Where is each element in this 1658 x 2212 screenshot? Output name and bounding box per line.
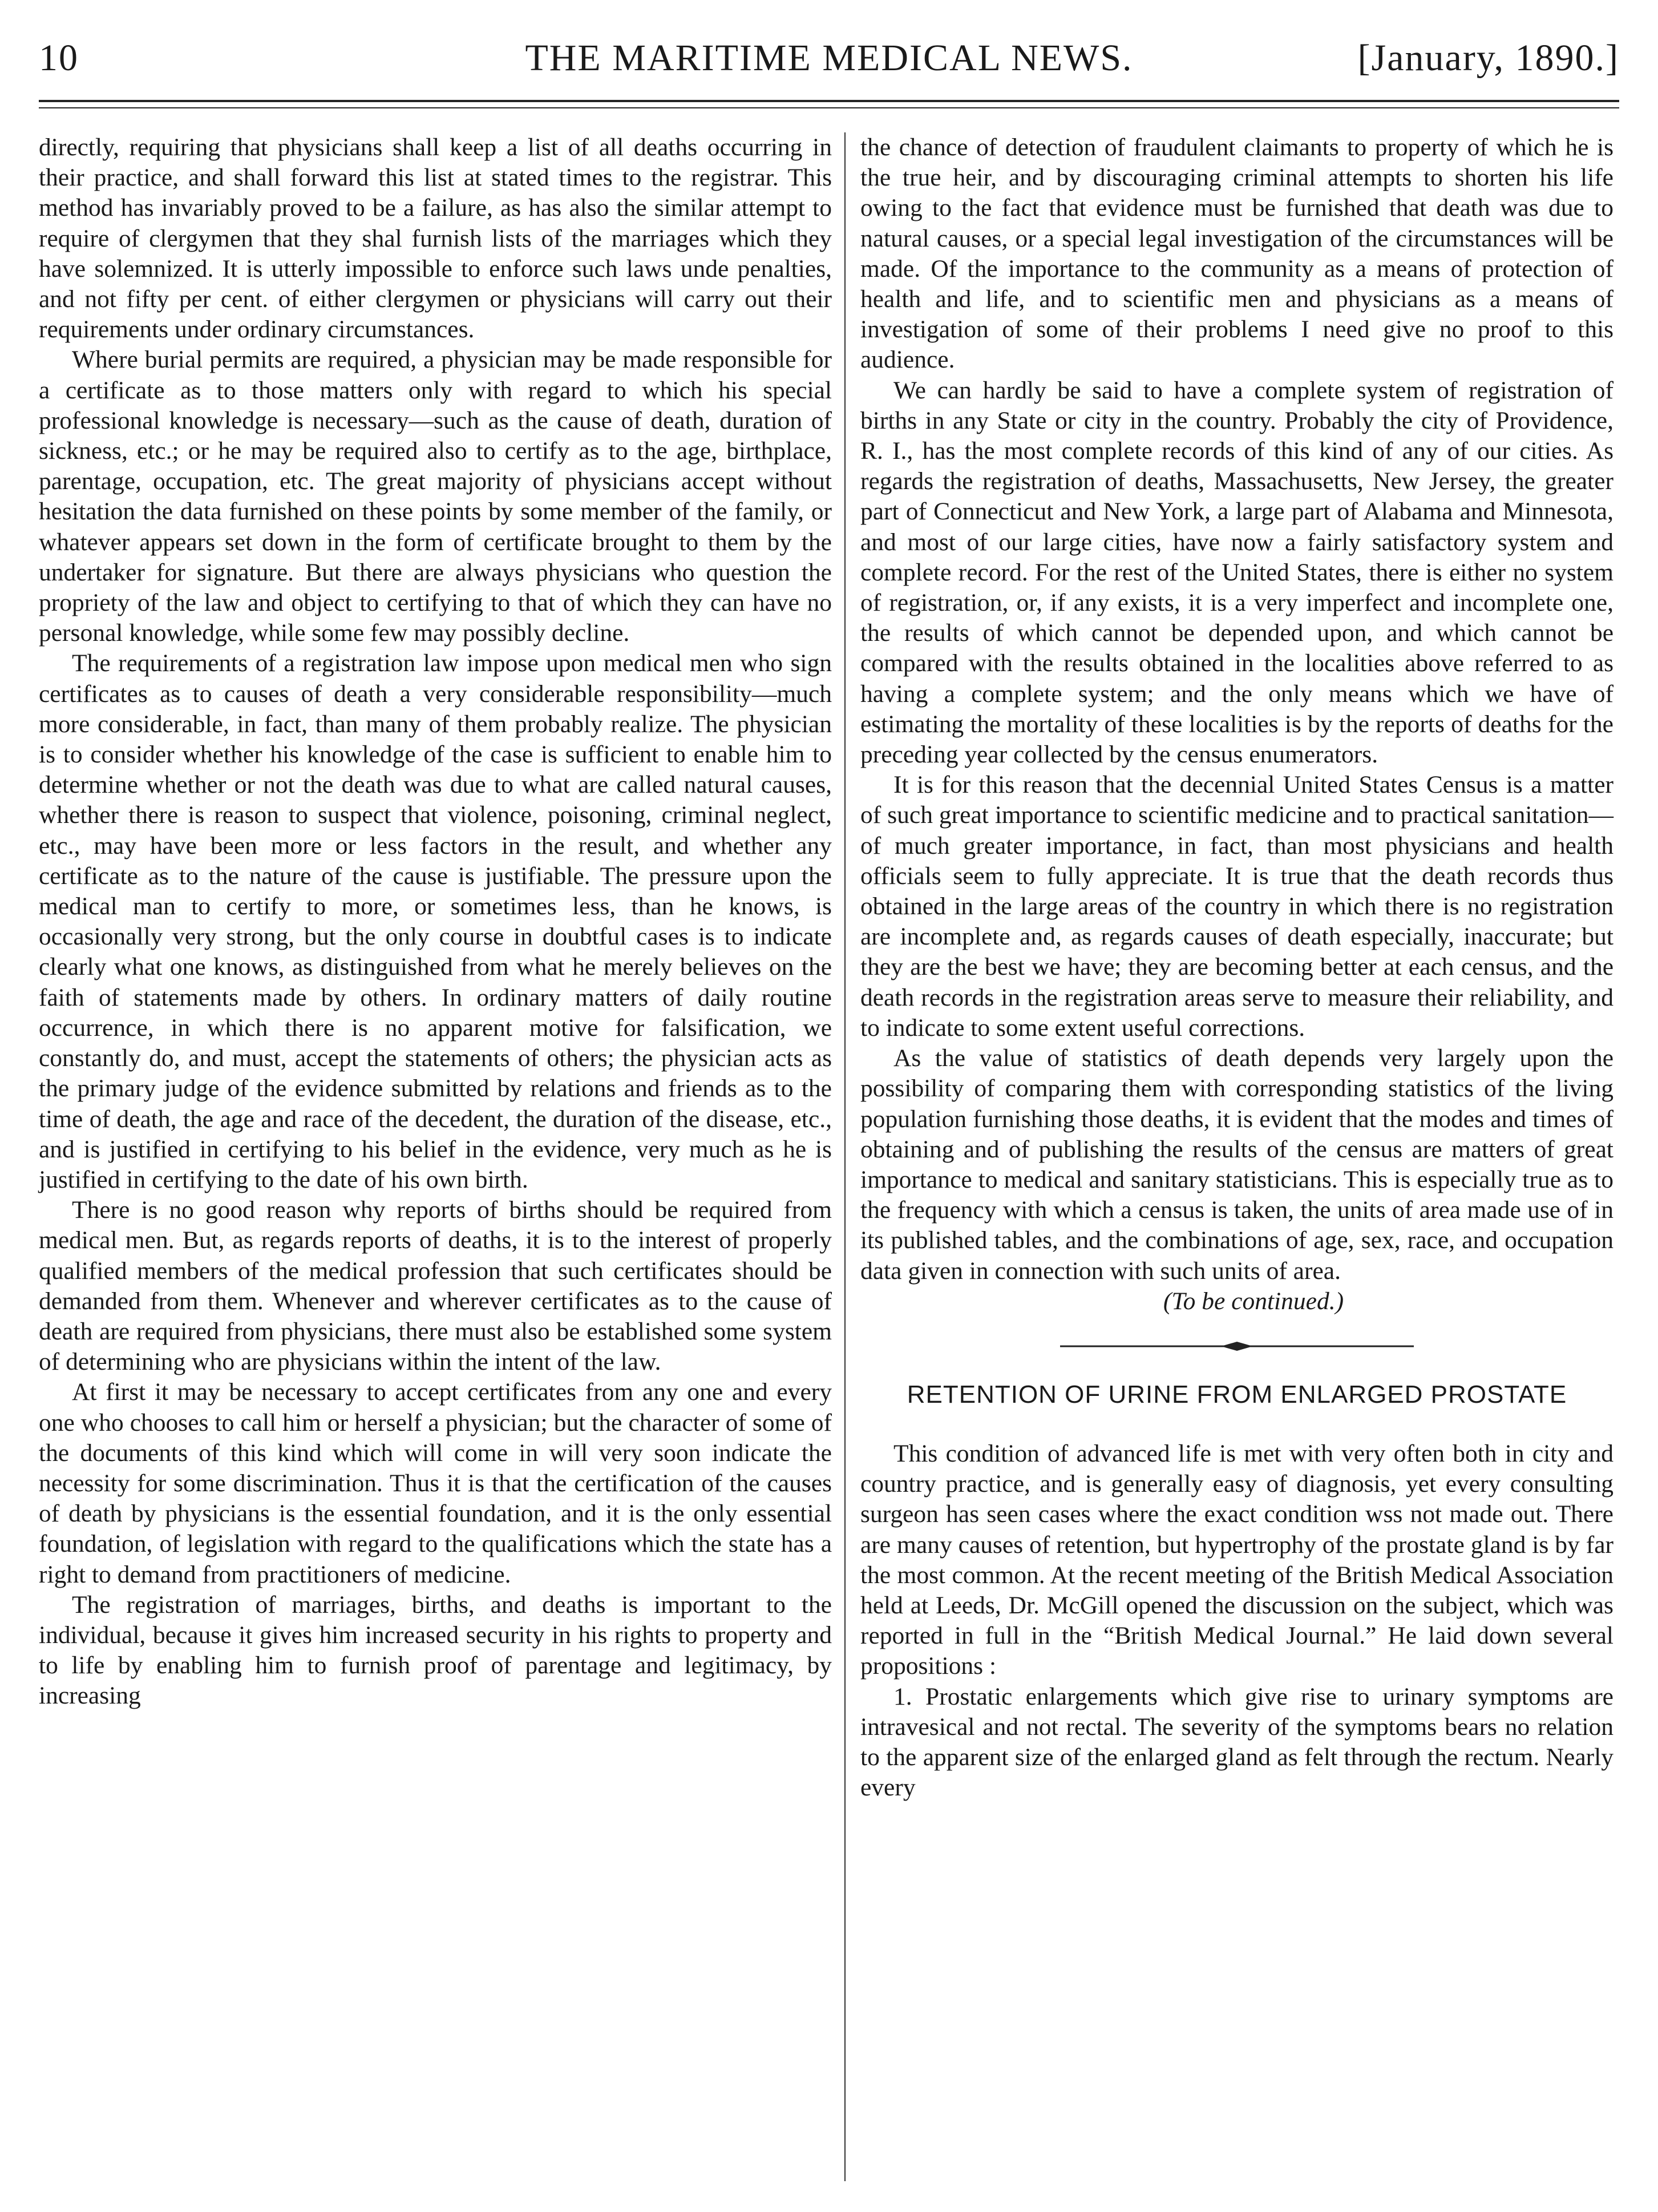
column-divider <box>844 132 846 2181</box>
paragraph: The requirements of a registration law impose upon medical men who sign certificates as to causes of death a very considerable responsibility—much more considerable, in fact, than many of them probably realize. The physician is to consider whether his knowledge of the case is sufficient to enable him to determine whether or not the death was due to what are called natural causes, whether there is reason to suspect that violence, poisoning, criminal neglect, etc., may have been more or less factors in the result, and whether any certificate as to the nature of the cause is justifiable. The pressure upon the medical man to certify to more, or sometimes less, than he knows, is occasionally very strong, but the only course in doubtful cases is to indicate clearly what one knows, as distinguished from what he merely believes on the faith of statements made by others. In ordinary matters of daily routine occurrence, in which there is no apparent motive for falsification, we constantly do, and must, accept the statements of others; the physician acts as the primary judge of the evidence submitted by relations and friends as to the time of death, the age and race of the decedent, the duration of the disease, etc., and is justified in certifying to his belief in the evidence, very much as he is justified in certifying to the date of his own birth. <box>39 649 832 1193</box>
left-column <box>39 132 832 1712</box>
right-column <box>860 132 1613 1803</box>
paragraph: As the value of statistics of death depends very largely upon the possibility of comparing them with corresponding statistics of the living population furnishing those deaths, it is evident that the modes and times of obtaining and of publishing the results of the census are matters of great importance to medical and sanitary statisticians. This is especially true as to the frequency with which a census is taken, the units of area made use of in its published tables, and the combinations of age, sex, race, and occupation data given in connection with such units of area. <box>860 1044 1613 1285</box>
paragraph: the chance of detection of fraudulent claimants to property of which he is the true heir, and by discouraging criminal attempts to shorten his life owing to the fact that evidence must be furnished that death was due to natural causes, or a special legal investigation of the circumstances will be made. Of the importance to the community as a means of protection of health and life, and to scientific men and physicians as a means of investigation of some of their problems I need give no proof to this audience. <box>860 134 1613 374</box>
section-ornament <box>1060 1339 1414 1353</box>
issue-date: [January, 1890.] <box>1357 37 1619 79</box>
paragraph: We can hardly be said to have a complete system of registration of births in any State or city in the country. Probably the city of Providence, R. I., has the most complete records of this kind of any of our cities. As regards the registration of deaths, Massachusetts, New Jersey, the greater part of Connecticut and New York, a large part of Alabama and Minnesota, and most of our large cities, have now a fairly satisfactory system and complete record. For the rest of the United States, there is either no system of registration, or, if any exists, it is a very imperfect and incomplete one, the results of which cannot be depended upon, and which cannot be compared with the results obtained in the localities above referred to as having a complete system; and the only means which we have of estimating the mortality of these localities is by the reports of deaths for the preceding year collected by the census enumerators. <box>860 376 1613 769</box>
page-header <box>39 29 1619 80</box>
section-title: RETENTION OF URINE FROM ENLARGED PROSTATE <box>907 1380 1567 1408</box>
paragraph: There is no good reason why reports of births should be required from medical men. But, as regards reports of deaths, it is to the interest of properly qualified members of the medical profession that such certificates should be demanded from them. Whenever and wherever certificates as to the cause of death are required from physicians, there must also be established some system of determining who are physicians within the intent of the law. <box>39 1196 832 1376</box>
journal-title: THE MARITIME MEDICAL NEWS. <box>525 37 1133 79</box>
paragraph: Where burial permits are required, a physician may be made responsible for a certificate as to those matters only with regard to which his special professional knowledge is necessary—such as the cause of death, duration of sickness, etc.; or he may be required also to certify as to the age, birthplace, parentage, occupation, etc. The great majority of physicians accept without hesitation the data furnished on these points by some member of the family, or whatever appears set down in the form of certificate brought to them by the undertaker for signature. But there are always physicians who question the propriety of the law and object to certifying to that of which they can have no personal knowledge, while some few may possibly decline. <box>39 346 832 647</box>
paragraph: At first it may be necessary to accept certificates from any one and every one who chooses to call him or herself a physician; but the character of some of the documents of this kind which will come in will very soon indicate the necessity for some discrimination. Thus it is that the certification of the causes of death by physicians is the essential foundation, and it is the only essential foundation, of legislation with regard to the qualifications which the state has a right to demand from practitioners of medicine. <box>39 1378 832 1588</box>
page-number: 10 <box>39 37 79 79</box>
paragraph: The registration of marriages, births, and deaths is important to the individual, because it gives him increased security in his rights to property and to life by enabling him to furnish proof of parentage and legitimacy, by increasing <box>39 1591 832 1710</box>
paragraph: directly, requiring that physicians shall keep a list of all deaths occurring in their practice, and shall forward this list at stated times to the registrar. This method has invariably proved to be a failure, as has also the similar attempt to require of clergymen that they shal furnish lists of the marriages which they have solemnized. It is utterly impossible to enforce such laws unde penalties, and not fifty per cent. of either clergymen or physicians will carry out their requirements under ordinary circumstances. <box>39 134 832 344</box>
header-rule-thin <box>39 107 1619 108</box>
paragraph: It is for this reason that the decennial United States Census is a matter of such great importance to scientific medicine and to practical sanitation—of much greater importance, in fact, than most physicians and health officials seem to fully appreciate. It is true that the death records thus obtained in the large areas of the country in which there is no registration are incomplete and, as regards causes of death especially, inaccurate; but they are the best we have; they are becoming better at each census, and the death records in the registration areas serve to measure their reliability, and to indicate to some extent useful corrections. <box>860 771 1613 1042</box>
paragraph: 1. Prostatic enlargements which give rise to urinary symptoms are intravesical and not rectal. The severity of the symptoms bears no relation to the apparent size of the enlarged gland as felt through the rectum. Nearly every <box>860 1682 1613 1802</box>
header-rule-thick <box>39 100 1619 102</box>
paragraph: This condition of advanced life is met with very often both in city and country practice, and is generally easy of diagnosis, yet every consulting surgeon has seen cases where the exact condition wss not made out. There are many causes of retention, but hypertrophy of the prostate gland is by far the most common. At the recent meeting of the British Medical Association held at Leeds, Dr. McGill opened the discussion on the subject, which was reported in full in the “British Medical Journal.” He laid down several propositions : <box>860 1439 1613 1680</box>
continued-note: (To be continued.) <box>1163 1287 1344 1315</box>
